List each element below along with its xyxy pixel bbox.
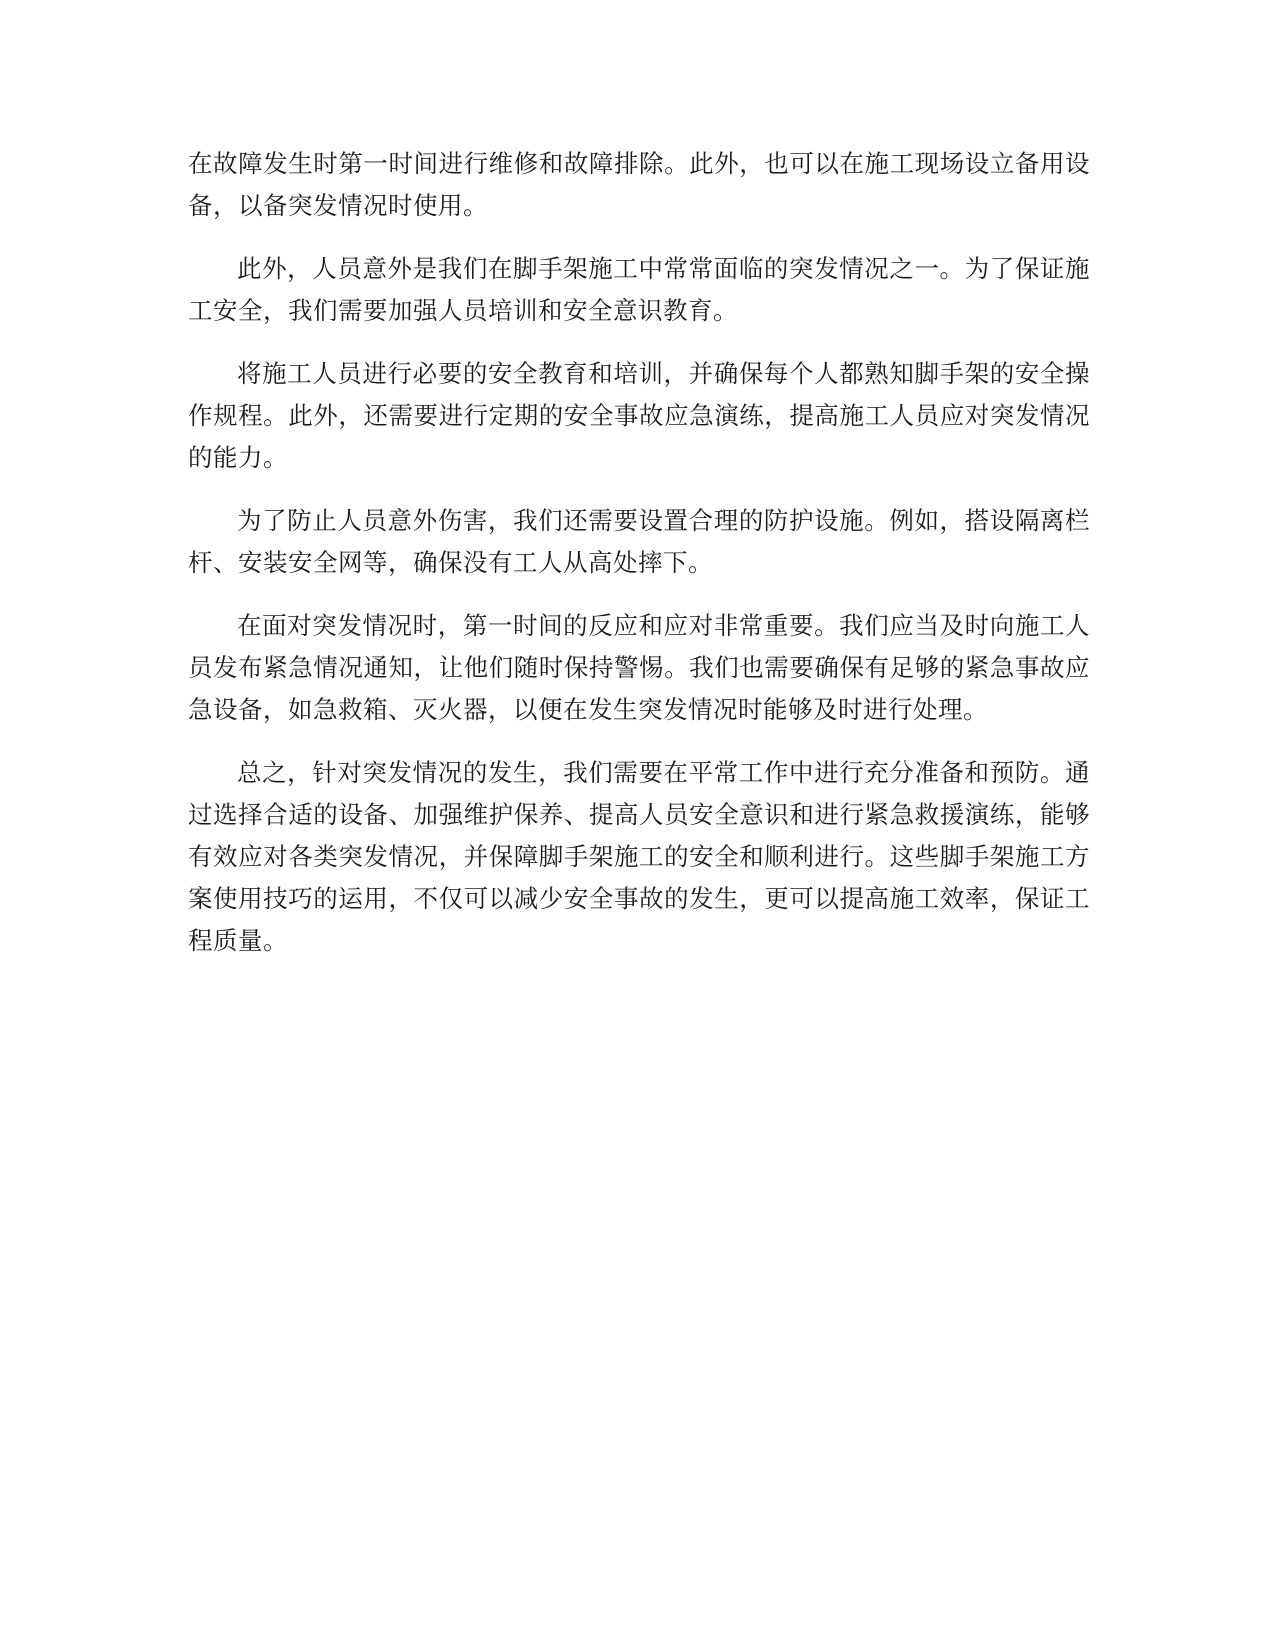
paragraph-5: 在面对突发情况时，第一时间的反应和应对非常重要。我们应当及时向施工人员发布紧急情况通知，让他们随时保持警惕。我们也需要确保有足够的紧急事故应急设备，如急救箱、灭火器，以便在发生突发情况时能够及时进行处理。 bbox=[188, 611, 1090, 724]
paragraph-1: 在故障发生时第一时间进行维修和故障排除。此外，也可以在施工现场设立备用设备，以备突发情况时使用。 bbox=[188, 149, 1090, 220]
paragraph-2: 此外，人员意外是我们在脚手架施工中常常面临的突发情况之一。为了保证施工安全，我们需要加强人员培训和安全意识教育。 bbox=[188, 254, 1090, 325]
paragraph-3: 将施工人员进行必要的安全教育和培训，并确保每个人都熟知脚手架的安全操作规程。此外，还需要进行定期的安全事故应急演练，提高施工人员应对突发情况的能力。 bbox=[188, 359, 1090, 472]
document-body bbox=[188, 143, 1090, 983]
paragraph-4: 为了防止人员意外伤害，我们还需要设置合理的防护设施。例如，搭设隔离栏杆、安装安全网等，确保没有工人从高处摔下。 bbox=[188, 506, 1090, 577]
paragraph-6: 总之，针对突发情况的发生，我们需要在平常工作中进行充分准备和预防。通过选择合适的设备、加强维护保养、提高人员安全意识和进行紧急救援演练，能够有效应对各类突发情况，并保障脚手架施工的安全和顺利进行。这些脚手架施工方案使用技巧的运用，不仅可以减少安全事故的发生，更可以提高施工效率，保证工程质量。 bbox=[188, 758, 1090, 955]
